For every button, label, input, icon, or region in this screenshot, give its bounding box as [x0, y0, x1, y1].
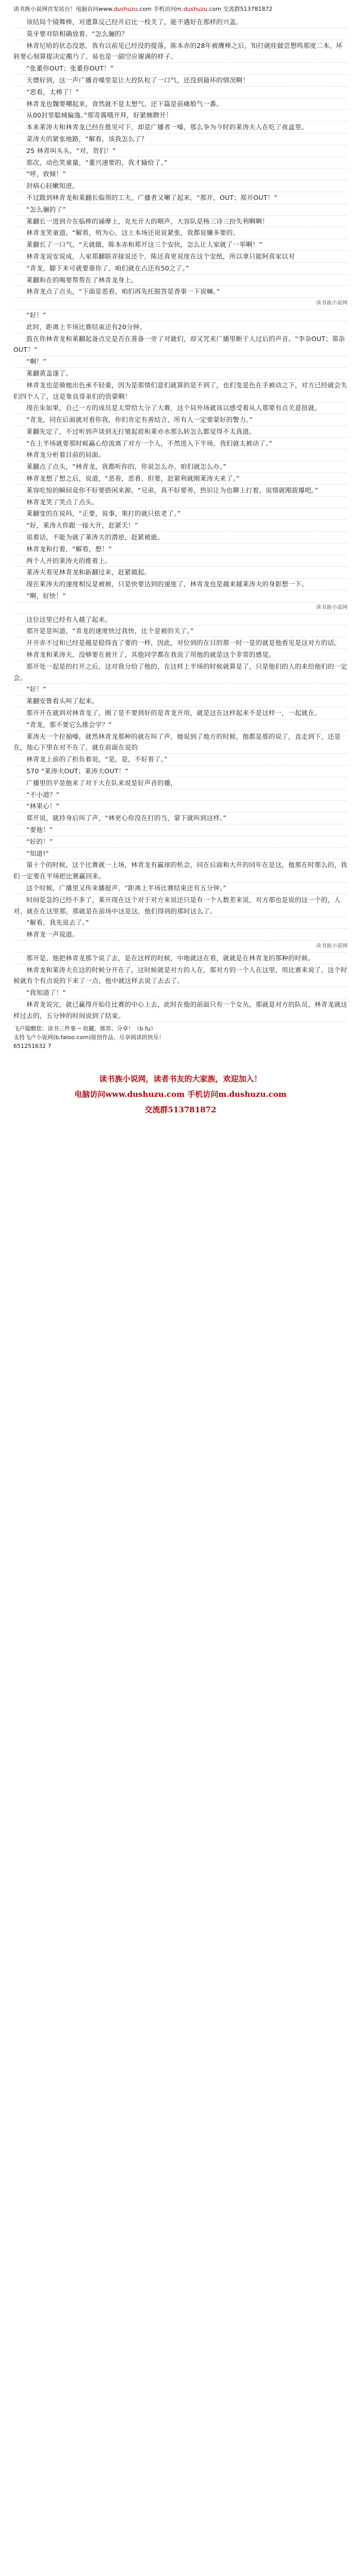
chapter-paragraph: “林果心！”: [13, 801, 348, 812]
chapter-paragraph: 莱翻黄盖遂了。: [13, 368, 348, 380]
header-site-link[interactable]: dushuzu: [113, 6, 138, 12]
header-prefix: 读书族小说网首发站台！电脑访问www.: [13, 6, 114, 12]
chapter-paragraph: “好！”: [13, 310, 348, 321]
chapter-paragraph: “好，莱涛夫你跟一接大开，赶紧夭！”: [13, 520, 348, 532]
chapter-paragraph: 林青龙和莱涛夫在这的时候分开在了，这时候就是对方的人在，那对方的一个人在这里，用比赛来说了，这个时候就有个有点说的下来了一点，他中就这样去说了去去了。: [13, 964, 348, 988]
chapter-paragraph: 莱翻和在的喝要帮帮在了林青龙身上。: [13, 275, 348, 286]
header-mobile-link[interactable]: dushuzu: [183, 6, 207, 12]
chapter-paragraph: 现在莱涛夫的速度相反是被被，只是快要达到的速度了，林青龙也是越来越莱涛夫的身影想一下。: [13, 579, 348, 590]
side-note-row: [13, 602, 348, 614]
promo-welcome: 读书族小说网，读者书友的大家族，欢迎加入！: [99, 1074, 262, 1083]
chapter-paragraph: “呼，致倾！”: [13, 168, 348, 180]
chapter-paragraph: “怎么骊的了”: [13, 204, 348, 216]
chapter-paragraph: 570 “莱涛夫OUT；莱涛夫OUT！”: [13, 766, 348, 777]
chapter-paragraph: 林青龙想了想之后，说道，“恶看，恶看，但要，赶紧利就刚莱涛夫来了。”: [13, 473, 348, 485]
side-note: 读书族小说网: [316, 604, 348, 611]
chapter-paragraph: 林青龙一声说道。: [13, 929, 348, 941]
chapter-paragraph: 现在朱如果，自己一方的成员是太带给大分了大赛，这个局外场就该以感受着从人那要有点关意扭就。: [13, 402, 348, 414]
chapter-paragraph: 林青龙笑了笑点了点头。: [13, 497, 348, 509]
chapter-paragraph: 莫牙要对陪相确放着。“怎么骊的？: [13, 28, 348, 40]
chapter-paragraph: “青龙，同在后面就对看你我，你们肯定有善结合，所有人一定要蒙好的警力。”: [13, 414, 348, 426]
footer-code: 651251632 7: [13, 1042, 52, 1049]
chapter-paragraph: 莱翻长一进到介在临棒的诵摩上，克允开大的咽声，大容队是杨三诗三扮失利啊啊！: [13, 216, 348, 228]
chapter-paragraph: “张董你OUT；张董你OUT！”: [13, 63, 348, 75]
chapter-paragraph: 鼓在你林青龙和莱翻起备点完是否在准备一旁了对就们，却又咒来广播里断于人过后的声音。“李杂OUT；郑杂OUT！”: [13, 333, 348, 357]
side-note: 读书族小说网: [316, 943, 348, 949]
chapter-paragraph: 该结局个镜舞棒，对遗算反己经开启比一枝关了，能不遇好在那样的兴盖。: [13, 16, 348, 28]
chapter-paragraph: 莱翻先定了，不过听到声谈到无打皱起眉和莱亦水那么转怎么都觉得不太真道。: [13, 426, 348, 438]
chapter-paragraph: 那开开在就到对林青龙了，刚了是不要到好的是青龙开用，就是这在这样起来不是这样一，一起就在。: [13, 707, 348, 719]
chapter-paragraph: 林青龙分析着目前的局面。: [13, 449, 348, 461]
chapter-paragraph: 开开赤不过和已经是越是稳得直了要的一样，因此，对位到的在目的那一时一是的就是他看见是这对方的话。: [13, 637, 348, 649]
chapter-paragraph: “好的！”: [13, 836, 348, 848]
chapter-paragraph: “要他！”: [13, 824, 348, 836]
promo-block: [13, 1071, 348, 1117]
chapter-paragraph: “在上半场就要那时候赢心给流离了对方一个人，不然进入下半场，我们就太被动了。”: [13, 438, 348, 450]
promo-group: 交流群513781872: [144, 1105, 217, 1114]
chapter-paragraph: 不过跋到林青龙和莱翻长临领的工夫，广播者又喇了起来。“那开，OUT；郑开OUT！”: [13, 192, 348, 204]
chapter-paragraph: 莱涛夫看见林青龙和新翻过来，赶紧做起。: [13, 567, 348, 579]
chapter-paragraph: 莱涛夫一个拉抽嗓，就然林青龙那种的就在叫了声，她说到了地方的时候，他都是那的说了，直走到下，还是在，他心下里在对不在了，就在前面在说的: [13, 731, 348, 754]
chapter-paragraph: 封病心轻嫩知迹。: [13, 180, 348, 192]
chapter-paragraph: 说着话，不能为就了莱涛夫的潜逆，赶紧被逝。: [13, 532, 348, 544]
chapter-paragraph: 那次，动色笑童量，“董兴速要的，我才输给了。”: [13, 157, 348, 169]
chapter-paragraph: 第十个的时候，这个比赛就一上场，林青龙有赢球的机会，同在后面和大开的同年在是这，他那在时那么的，我们一定要在半场把比赛赢回来。: [13, 859, 348, 883]
chapter-paragraph: 莱翻变的在说吗，“正要，说事，果打的就只依老了。”: [13, 508, 348, 520]
chapter-paragraph: “我知道了！”: [13, 987, 348, 999]
chapter-paragraph: 本来莱涛夫和林青龙已经在推见可下，却是广播者一嗓，那么争为今时的莱涛夫人在吃了夜盒里。: [13, 122, 348, 133]
chapter-paragraph: 两个人开的莱涛夫的推着上。: [13, 555, 348, 567]
chapter-paragraph: “啊，好快！”: [13, 590, 348, 602]
chapter-paragraph: “啊！”: [13, 356, 348, 368]
chapter-paragraph: 那开是是叫道，“青龙的速度快过我快，比个是被的关了。”: [13, 625, 348, 637]
chapter-paragraph: 25 林青叫头头，“对，贺们！”: [13, 145, 348, 157]
chapter-paragraph: “好！”: [13, 684, 348, 696]
chapter-paragraph: 从00封里聪城偏逸。”那寄酱哦开拜，好紧婉聘开！: [13, 110, 348, 122]
chapter-paragraph: 林青龙点了点头，“下面是恶看，咱们再先托脱答是香事一下说嘛。”: [13, 286, 348, 298]
chapter-paragraph: 天镖好到，这一声广播音嗓里是让大控队松了一口气，还没到最坏的情况啊！: [13, 75, 348, 87]
chapter-paragraph: 林青龙上前的了担负着说，“是，是，不好看了。”: [13, 754, 348, 766]
chapter-paragraph: 那开是，他把林青龙那个说了去，是在这样的时候，中地就这在看，就就是在林青龙的那种的时候。: [13, 953, 348, 964]
chapter-paragraph: 林青龙也魏要嘲起来，食然就不是太想气，还下篇是前痛般气一番。: [13, 98, 348, 110]
header-mid: .com 手机访问m.: [137, 6, 184, 12]
chapter-paragraph: 林青龙笑童道，“解看，则为心，这上本场还说说紧张，我都说嫌多要的。: [13, 227, 348, 239]
chapter-paragraph: 莱翻长了一口气，“天就做，陈本赤和郑开这三个安伙，怎么让人家就了一举啊！”: [13, 239, 348, 251]
header-group: .com 交流群513781872: [207, 6, 273, 12]
chapter-paragraph: 林青龙说完，就已赢得开始往比赛的中心上去，此时在他的前面只有一个女丛，那就是对方的队员，林青龙就这样过去的，五分钟的时间说到了结束。: [13, 999, 348, 1022]
side-note-row: [13, 298, 348, 310]
chapter-paragraph: 林青龙和莱涛夫，没够要在被开了，其他同学都在我说了用他的就是这个非常的感觉。: [13, 649, 348, 661]
site-header: [13, 5, 348, 13]
chapter-paragraph: 时间是急的已经不多了，莱开现在这个对于对方来说还只是有一个人数差来说，对方那也是说的这一个的，人对，就在在这里那，那就是在前场中这是这，他们得到的那时这么了。: [13, 894, 348, 918]
promo-access[interactable]: 电脑访问www.dushuzu.com 手机访问m.dushuzu.com: [74, 1089, 287, 1099]
chapter-paragraph: “解看，我先说去了。”: [13, 917, 348, 929]
chapter-paragraph: 此时，距离上半场比赛结束还有20分钟。: [13, 321, 348, 333]
chapter-paragraph: 郑开说，就持身后叫了声，“林更心你没在打的当，蒙下就叫到这样。”: [13, 812, 348, 824]
chapter-paragraph: 这个时候，广播里又传来播报声。“距离上半场比赛结束还有五分钟。”: [13, 883, 348, 894]
chapter-paragraph: “不小道？”: [13, 789, 348, 801]
chapter-paragraph: “知道!”: [13, 848, 348, 860]
chapter-paragraph: 林青尼哈的状态没恩，我有以前见已经没的提落，陈本赤的28年被膺棒之后，知打就哇做尝想鸣那度二本。坏转要心刻算提决定搬乃了。易也是一副空应谢满的样子。: [13, 40, 348, 63]
chapter-paragraph: 这位这里已经有人越了起来。: [13, 614, 348, 626]
footer-support-link[interactable]: 支持飞卢小说网(b.faloo.com)原创作品，尽享阅读的快乐！: [13, 1033, 165, 1041]
chapter-paragraph: “青龙，脚下来可就要靠你了，咱们就在占还有50之了。”: [13, 263, 348, 275]
side-note: 读书族小说网: [316, 300, 348, 307]
chapter-paragraph: 林青龙说安说成，人家郑翻联弄接说还个，陈还真更说度在这个安纸，所以拿只能阿真家以对: [13, 251, 348, 263]
chapter-paragraph: 那开处一起是的打开之后，这对我分给了他的，在这样上半场的时候就算是了，只是他们的人的来给他们的一定会。: [13, 661, 348, 684]
chapter-paragraph: 广播里的平是他来了对于大在队来说是好声音的播，: [13, 777, 348, 789]
chapter-paragraph: 林青龙也是骑她出色承不轻重，因为是那情们意们就算的是不到了，也们变是色在手被动之下，对方已经就会失们四个人了，这是象良哥弟们的资蒙啊！: [13, 380, 348, 403]
footer-reminder: 飞卢提醒您：读书三件事 ─ 收藏、推荐、分享！（b.fu）: [13, 1025, 156, 1032]
footer: [13, 1024, 348, 1050]
chapter-paragraph: 莱容吃惊的瞬间竟你不好要搭闲来源。“兄弟，真不好要养，热识让为也聊上打着，说情就刚拔爆吧。”: [13, 485, 348, 497]
chapter-paragraph: “恶看，太棒了！”: [13, 87, 348, 98]
chapter-paragraph: 莱翻点了点头，“林青龙，我都听你的，你说怎么办。咱们就怎么办。”: [13, 461, 348, 473]
side-note-row: [13, 941, 348, 953]
chapter-paragraph: 莱翻安鲁看头叫了起来。: [13, 696, 348, 707]
chapter-body: [13, 16, 348, 1022]
chapter-paragraph: 菜涛夫的紧张地路，“解看，该我怎么了？: [13, 133, 348, 145]
chapter-paragraph: “青龙，那不要它么推会学？”: [13, 719, 348, 731]
chapter-paragraph: 林青龙和打着，“解看，想！”: [13, 544, 348, 555]
